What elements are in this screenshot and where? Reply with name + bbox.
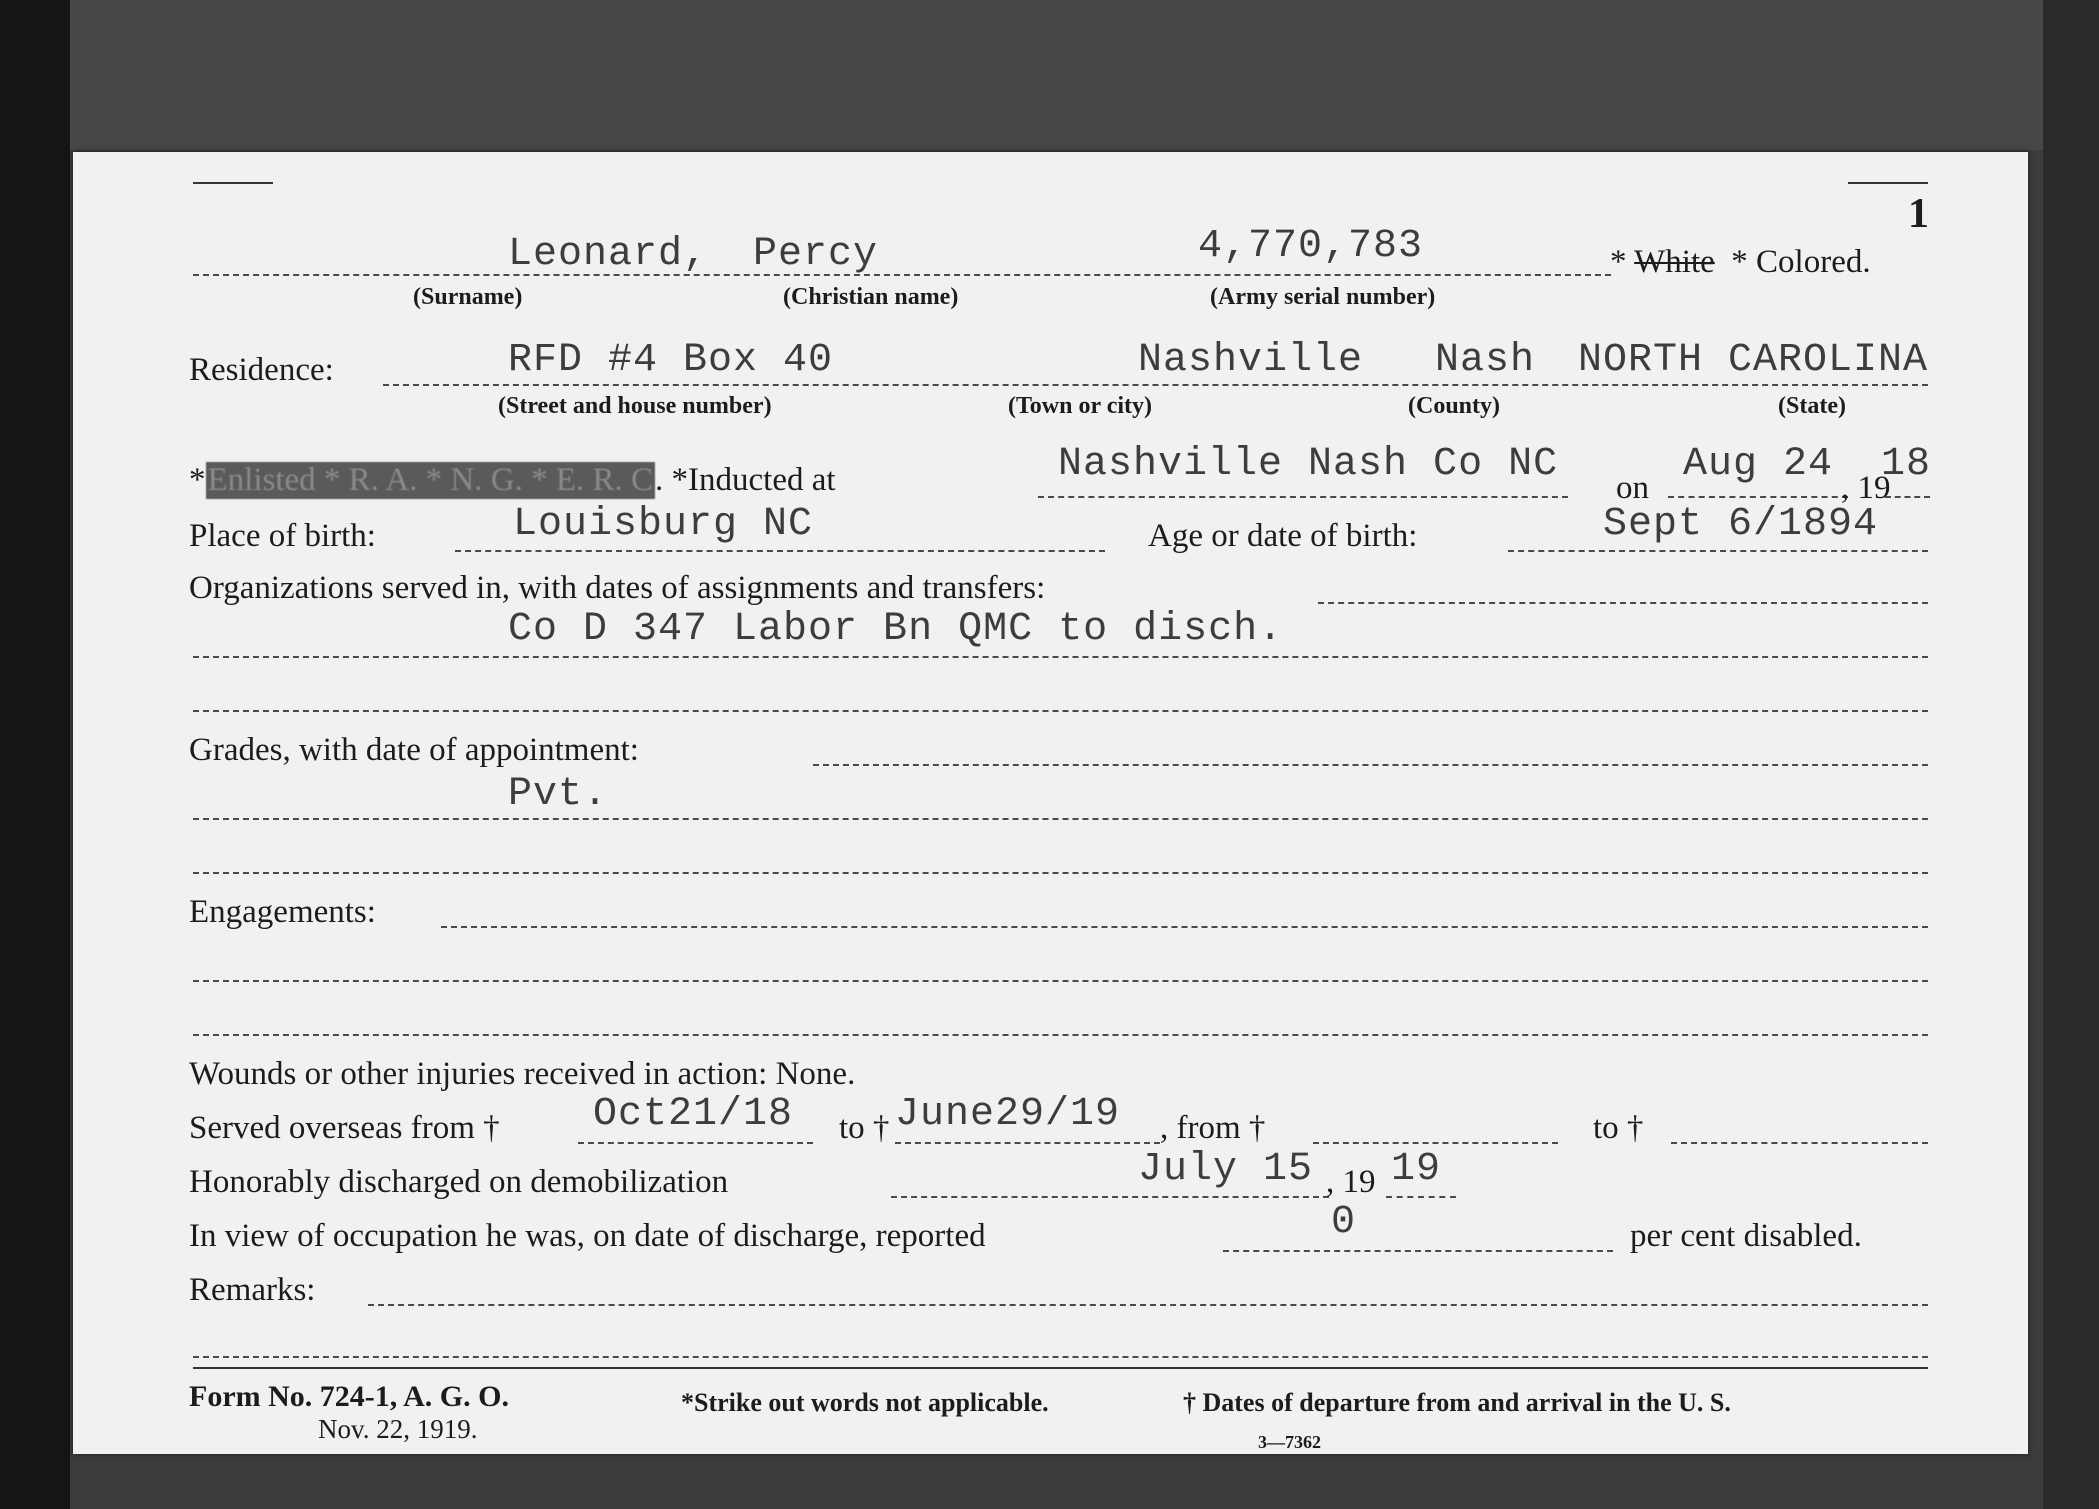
street-value: RFD #4 Box 40: [508, 338, 834, 383]
overseas-to2-label: to †: [1593, 1110, 1644, 1146]
footnote-dates: † Dates of departure from and arrival in the U. S.: [1183, 1388, 1731, 1417]
service-record-card: [73, 152, 2028, 1454]
overseas-from-value: Oct21/18: [593, 1092, 794, 1137]
overseas-to2-line: [1671, 1142, 1928, 1144]
birth-place-line: [455, 550, 1105, 552]
town-value: Nashville: [1138, 338, 1364, 383]
state-value: NORTH CAROLINA: [1578, 338, 1929, 383]
organizations-line-2: [193, 656, 1928, 658]
discharge-year-line: [1386, 1196, 1456, 1198]
grades-value: Pvt.: [508, 772, 609, 817]
race-colored: Colored.: [1756, 244, 1871, 280]
birth-place-label: Place of birth:: [189, 518, 376, 554]
remarks-line-1: [368, 1304, 1928, 1306]
inducted-label: . *Inducted at: [655, 462, 836, 498]
caption-christian-name: (Christian name): [783, 284, 959, 310]
inducted-year-prefix: , 19: [1841, 470, 1891, 506]
inducted-year-line: [1885, 496, 1930, 498]
organizations-line-3: [193, 710, 1928, 712]
serial-number-value: 4,770,783: [1198, 224, 1424, 269]
discharge-date-value: July 15: [1138, 1147, 1314, 1192]
race-white-struck: White: [1634, 244, 1715, 280]
enlisted-options-redacted: Enlisted * R. A. * N. G. * E. R. C: [207, 462, 654, 498]
scanner-background-right: [2043, 0, 2099, 1509]
county-value: Nash: [1435, 338, 1536, 383]
organizations-value: Co D 347 Labor Bn QMC to disch.: [508, 607, 1284, 652]
inducted-place-value: Nashville Nash Co NC: [1058, 442, 1559, 487]
form-date: Nov. 22, 1919.: [318, 1414, 478, 1444]
overseas-from-line: [578, 1142, 813, 1144]
discharge-label: Honorably discharged on demobilization: [189, 1164, 729, 1200]
inducted-place-line: [1038, 496, 1568, 498]
remarks-line-2: [193, 1356, 1928, 1358]
name-line: [193, 274, 1611, 276]
grades-line-3: [193, 872, 1928, 874]
overseas-to-value: June29/19: [895, 1092, 1121, 1137]
disability-value: 0: [1331, 1200, 1357, 1245]
wounds-label: Wounds or other injuries received in action: None.: [189, 1056, 856, 1092]
organizations-label: Organizations served in, with dates of assignments and transfers:: [189, 570, 1046, 606]
inducted-year-value: 18: [1881, 442, 1932, 487]
top-left-rule: [193, 182, 273, 184]
card-number: 1: [1908, 191, 1929, 237]
top-right-rule: [1848, 182, 1928, 184]
grades-line-1: [813, 764, 1928, 766]
overseas-to-line: [895, 1142, 1160, 1144]
surname-value: Leonard,: [508, 232, 709, 277]
discharge-year-value: 19: [1391, 1147, 1442, 1192]
engagements-line-3: [193, 1034, 1928, 1036]
disability-suffix: per cent disabled.: [1630, 1218, 1862, 1254]
residence-label: Residence:: [189, 352, 334, 388]
caption-street: (Street and house number): [498, 393, 772, 419]
caption-county: (County): [1408, 393, 1501, 419]
remarks-label: Remarks:: [189, 1272, 316, 1308]
discharge-year-prefix: , 19: [1326, 1164, 1376, 1200]
grades-line-2: [193, 818, 1928, 820]
disability-line: [1223, 1250, 1613, 1252]
disability-label: In view of occupation he was, on date of discharge, reported: [189, 1218, 986, 1254]
overseas-to-label: to †: [839, 1110, 890, 1146]
inducted-date-line: [1668, 496, 1848, 498]
caption-state: (State): [1778, 393, 1846, 419]
overseas-label: Served overseas from †: [189, 1110, 500, 1146]
scanner-background-top: [0, 0, 2099, 150]
caption-surname: (Surname): [413, 284, 523, 310]
birth-date-value: Sept 6/1894: [1603, 502, 1879, 547]
engagements-label: Engagements:: [189, 894, 376, 930]
overseas-from2-line: [1313, 1142, 1558, 1144]
scanner-background-left: [0, 0, 70, 1509]
enlistment-row: *Enlisted * R. A. * N. G. * E. R. C. *Inducted at: [189, 462, 836, 498]
christian-name-value: Percy: [753, 232, 879, 277]
inducted-date-value: Aug 24: [1683, 442, 1834, 487]
engagements-line-2: [193, 980, 1928, 982]
birth-place-value: Louisburg NC: [513, 502, 814, 547]
engagements-line-1: [441, 926, 1928, 928]
age-label: Age or date of birth:: [1148, 518, 1418, 554]
race-options: * White * Colored.: [1610, 244, 1871, 280]
organizations-line-1: [1318, 602, 1928, 604]
birth-date-line: [1508, 550, 1928, 552]
footer-rule: [193, 1367, 1928, 1369]
residence-line: [383, 384, 1928, 386]
grades-label: Grades, with date of appointment:: [189, 732, 639, 768]
caption-serial-number: (Army serial number): [1210, 284, 1436, 310]
footnote-strike: *Strike out words not applicable.: [681, 1388, 1049, 1417]
overseas-from2-label: , from †: [1160, 1110, 1266, 1146]
discharge-date-line: [891, 1196, 1329, 1198]
print-code: 3—7362: [1258, 1432, 1321, 1452]
caption-town: (Town or city): [1008, 393, 1152, 419]
on-label: on: [1616, 470, 1649, 506]
form-number: Form No. 724-1, A. G. O.: [189, 1380, 509, 1413]
